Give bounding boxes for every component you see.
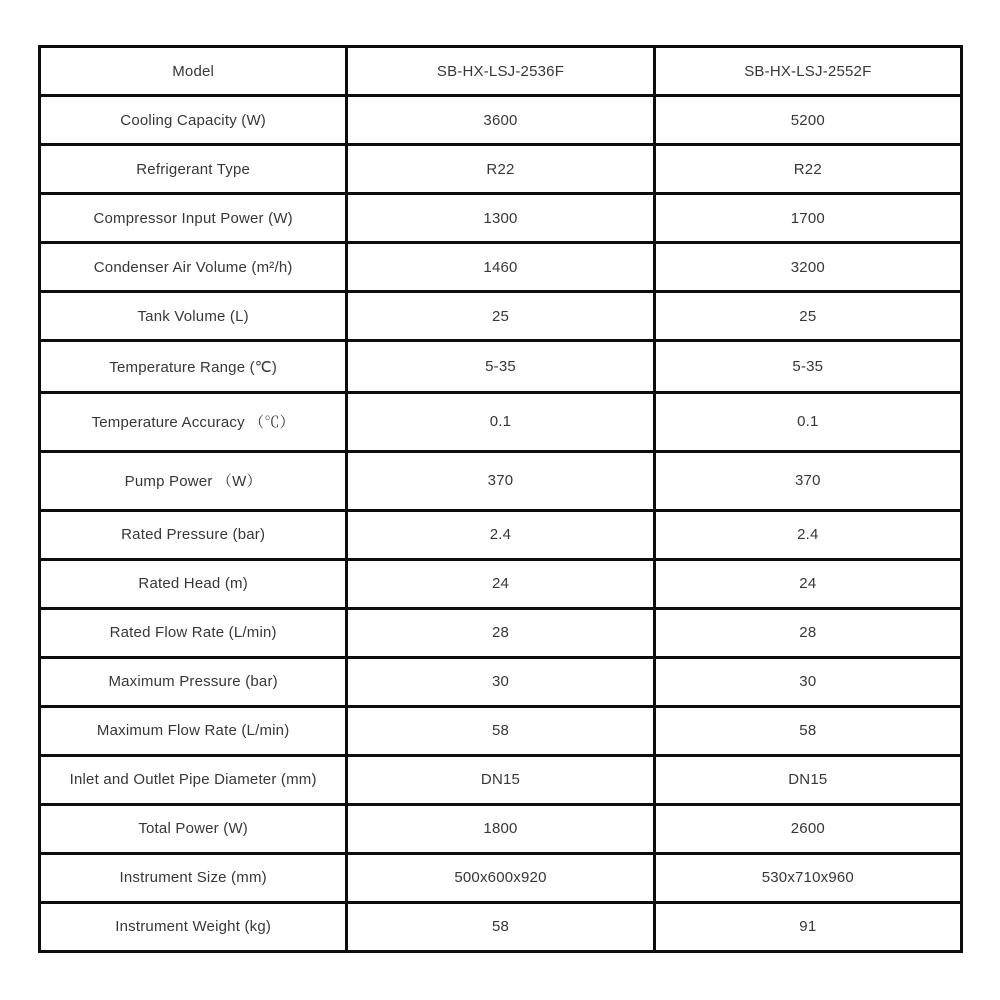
spec-value-model2: 5200 [654, 96, 961, 145]
spec-value-model2: 2600 [654, 804, 961, 853]
spec-value-model1: 28 [347, 608, 654, 657]
spec-label: Pump Power （W） [40, 451, 347, 510]
spec-value-model2: 24 [654, 559, 961, 608]
specification-table [38, 45, 963, 953]
table-row [40, 243, 962, 292]
spec-value-model2: 28 [654, 608, 961, 657]
spec-value-model2: 1700 [654, 194, 961, 243]
spec-label: Rated Flow Rate (L/min) [40, 608, 347, 657]
spec-value-model1: 30 [347, 657, 654, 706]
spec-value-model2: 25 [654, 292, 961, 341]
spec-value-model1: DN15 [347, 755, 654, 804]
table-row [40, 194, 962, 243]
spec-value-model2: 91 [654, 902, 961, 951]
spec-label: Instrument Size (mm) [40, 853, 347, 902]
spec-value-model2: 0.1 [654, 392, 961, 451]
spec-label: Temperature Accuracy （℃） [40, 392, 347, 451]
spec-label: Maximum Flow Rate (L/min) [40, 706, 347, 755]
table-row [40, 96, 962, 145]
table-row [40, 559, 962, 608]
spec-label: Total Power (W) [40, 804, 347, 853]
spec-label: Rated Head (m) [40, 559, 347, 608]
spec-value-model1: 0.1 [347, 392, 654, 451]
spec-label: Compressor Input Power (W) [40, 194, 347, 243]
spec-value-model1: 1800 [347, 804, 654, 853]
table-row [40, 706, 962, 755]
spec-value-model1: 5-35 [347, 341, 654, 393]
table-row [40, 451, 962, 510]
table-row [40, 292, 962, 341]
spec-value-model2: 530x710x960 [654, 853, 961, 902]
spec-label: Inlet and Outlet Pipe Diameter (mm) [40, 755, 347, 804]
table-row [40, 392, 962, 451]
spec-label: Condenser Air Volume (m²/h) [40, 243, 347, 292]
table-row [40, 853, 962, 902]
spec-value-model1: 58 [347, 902, 654, 951]
table-row [40, 510, 962, 559]
spec-value-model1: 3600 [347, 96, 654, 145]
spec-label: Maximum Pressure (bar) [40, 657, 347, 706]
table-row [40, 608, 962, 657]
spec-value-model1: 370 [347, 451, 654, 510]
header-model-label: Model [40, 47, 347, 96]
spec-value-model2: 370 [654, 451, 961, 510]
spec-value-model2: R22 [654, 145, 961, 194]
spec-label: Cooling Capacity (W) [40, 96, 347, 145]
spec-value-model1: 58 [347, 706, 654, 755]
spec-label: Instrument Weight (kg) [40, 902, 347, 951]
table-row [40, 657, 962, 706]
spec-label: Tank Volume (L) [40, 292, 347, 341]
header-model-2: SB-HX-LSJ-2552F [654, 47, 961, 96]
spec-value-model1: 2.4 [347, 510, 654, 559]
spec-label: Rated Pressure (bar) [40, 510, 347, 559]
spec-value-model2: 5-35 [654, 341, 961, 393]
spec-value-model2: 3200 [654, 243, 961, 292]
spec-value-model1: R22 [347, 145, 654, 194]
spec-value-model1: 1460 [347, 243, 654, 292]
spec-value-model2: 30 [654, 657, 961, 706]
spec-value-model2: 58 [654, 706, 961, 755]
spec-value-model2: DN15 [654, 755, 961, 804]
table-row [40, 755, 962, 804]
table-header-row [40, 47, 962, 96]
table-row [40, 804, 962, 853]
table-row [40, 341, 962, 393]
table-row [40, 145, 962, 194]
spec-label: Temperature Range (℃) [40, 341, 347, 393]
spec-label: Refrigerant Type [40, 145, 347, 194]
table-row [40, 902, 962, 951]
spec-value-model2: 2.4 [654, 510, 961, 559]
header-model-1: SB-HX-LSJ-2536F [347, 47, 654, 96]
spec-value-model1: 24 [347, 559, 654, 608]
spec-value-model1: 500x600x920 [347, 853, 654, 902]
spec-value-model1: 25 [347, 292, 654, 341]
spec-value-model1: 1300 [347, 194, 654, 243]
